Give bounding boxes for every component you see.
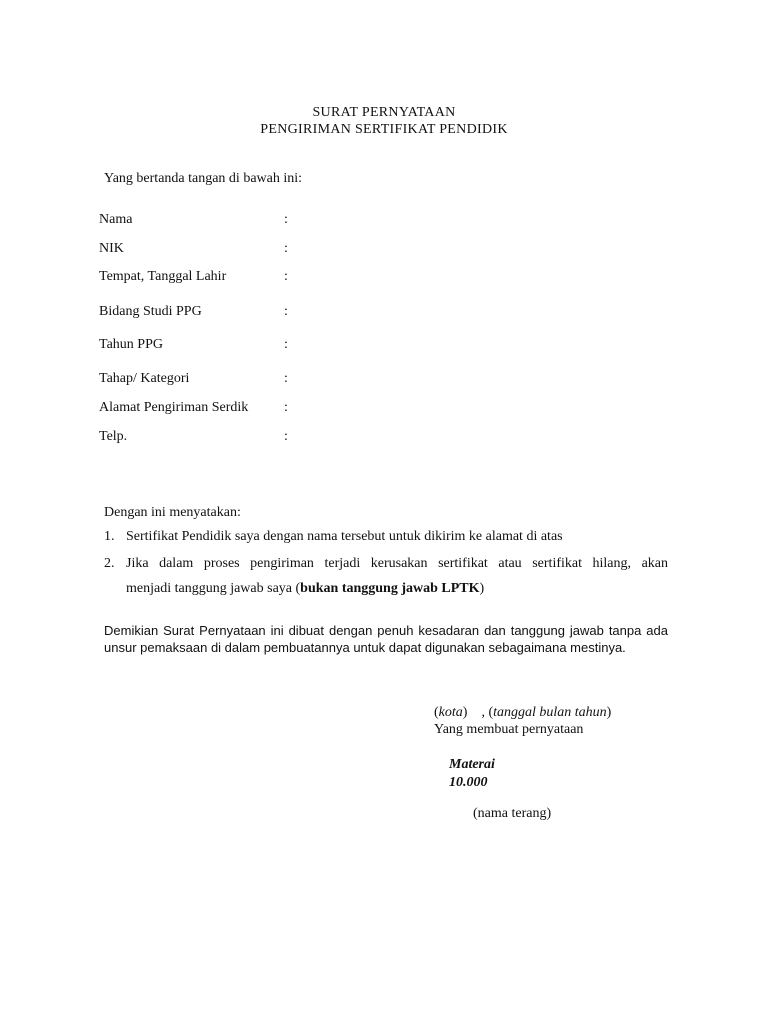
- date-placeholder: tanggal bulan tahun: [493, 705, 607, 720]
- materai-label: Materai: [449, 757, 495, 772]
- declaration-heading: Dengan ini menyatakan:: [104, 505, 241, 520]
- field-colon: :: [284, 304, 288, 319]
- field-colon: :: [284, 371, 288, 386]
- item-text-line-1: Jika dalam proses pengiriman terjadi kerusakan sertifikat atau sertifikat hilang, akan: [126, 556, 668, 571]
- field-colon: :: [284, 269, 288, 284]
- intro-text: Yang bertanda tangan di bawah ini:: [104, 171, 303, 186]
- city-placeholder: kota: [438, 705, 463, 720]
- field-label: Tempat, Tanggal Lahir: [99, 269, 227, 284]
- field-label: Tahap/ Kategori: [99, 371, 190, 386]
- field-nama: [99, 212, 399, 230]
- field-label: Bidang Studi PPG: [99, 304, 202, 319]
- field-alamat-pengiriman: [99, 400, 399, 418]
- materai-stamp: [449, 756, 495, 792]
- title-line-1: SURAT PERNYATAAN: [312, 105, 456, 120]
- field-colon: :: [284, 241, 288, 256]
- field-colon: :: [284, 337, 288, 352]
- declaration-item-1: [104, 529, 668, 547]
- closing-paragraph: Demikian Surat Pernyataan ini dibuat dengan penuh kesadaran dan tanggung jawab tanpa ada unsur pemaksaan di dalam pembuatannya untuk dapat digunakan sebagaimana mestinya.: [104, 623, 668, 655]
- item-text-post: ): [479, 581, 485, 596]
- item-number: 1.: [104, 529, 115, 544]
- field-colon: :: [284, 429, 288, 444]
- field-label: Nama: [99, 212, 133, 227]
- field-telp: [99, 429, 399, 447]
- field-label: Telp.: [99, 429, 128, 444]
- declaration-item-2-line-2: [126, 581, 484, 597]
- signature-place-date: [434, 705, 611, 721]
- field-bidang-studi: [99, 304, 399, 322]
- field-tempat-tanggal-lahir: [99, 269, 399, 287]
- field-colon: :: [284, 400, 288, 415]
- field-nik: [99, 241, 399, 259]
- paren: ): [606, 705, 612, 720]
- field-label: Alamat Pengiriman Serdik: [99, 400, 249, 415]
- materai-value: 10.000: [449, 775, 488, 790]
- field-colon: :: [284, 212, 288, 227]
- field-label: NIK: [99, 241, 124, 256]
- paren: (: [434, 705, 439, 720]
- name-placeholder: (nama terang): [473, 806, 552, 821]
- declaration-item-2: [104, 551, 668, 577]
- field-tahap-kategori: [99, 371, 399, 389]
- title-line-2: PENGIRIMAN SERTIFIKAT PENDIDIK: [260, 122, 508, 137]
- item-text-pre: menjadi tanggung jawab saya (: [126, 581, 301, 596]
- field-label: Tahun PPG: [99, 337, 163, 352]
- separator: ) , (: [462, 705, 494, 720]
- field-tahun-ppg: [99, 337, 399, 355]
- item-text: Sertifikat Pendidik saya dengan nama tersebut untuk dikirim ke alamat di atas: [126, 529, 563, 544]
- item-text-bold: bukan tanggung jawab LPTK: [300, 581, 480, 596]
- item-number: 2.: [104, 556, 115, 571]
- signature-maker-label: Yang membuat pernyataan: [434, 722, 584, 737]
